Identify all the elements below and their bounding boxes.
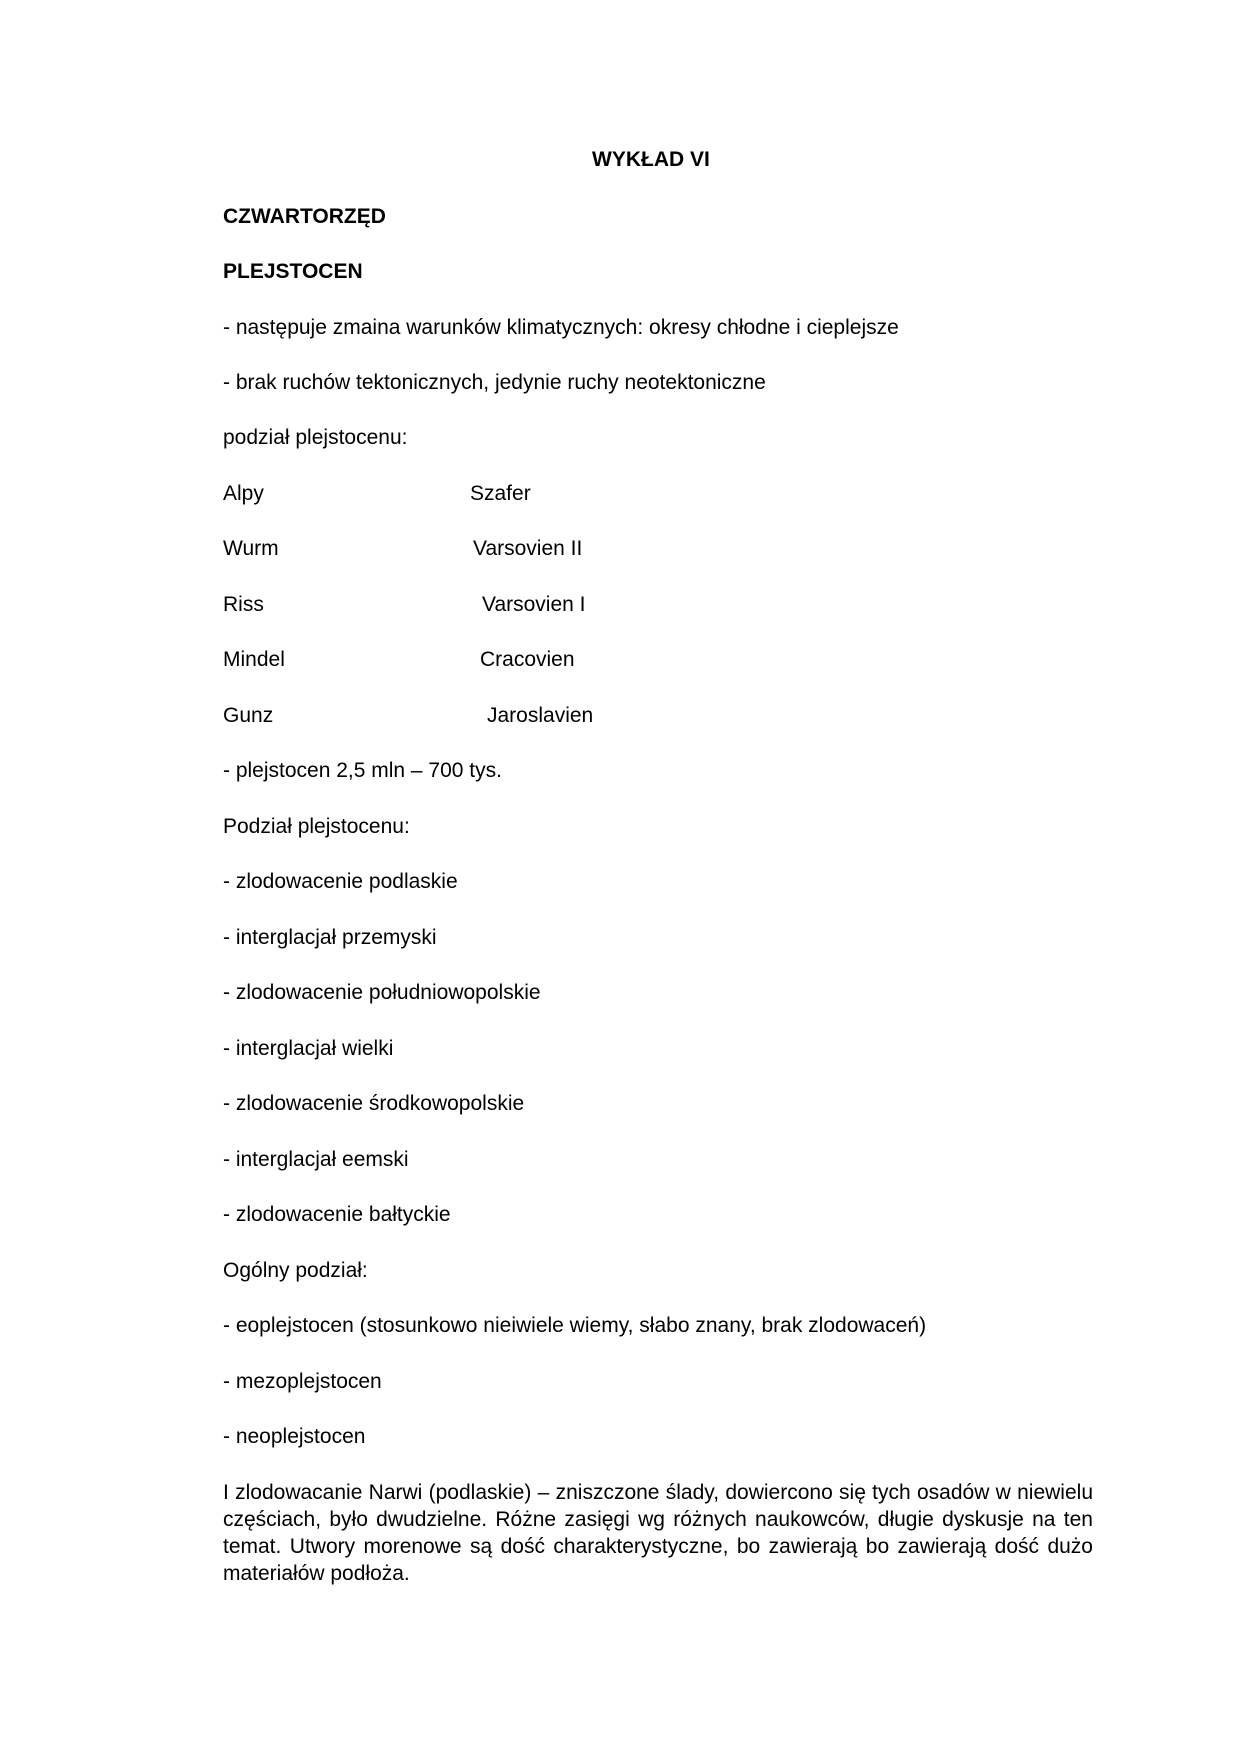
list-item: - zlodowacenie bałtyckie — [223, 1203, 451, 1226]
list-item: - zlodowacenie środkowopolskie — [223, 1092, 525, 1115]
table-header-alpy: Alpy — [223, 482, 264, 505]
list-item: - interglacjał wielki — [223, 1037, 394, 1060]
table-row-right: Cracovien — [480, 648, 575, 671]
table-row-right: Varsovien II — [473, 537, 583, 560]
table-row-left: Riss — [223, 593, 264, 616]
intro-line: - następuje zmaina warunków klimatycznych: okresy chłodne i cieplejsze — [223, 316, 899, 339]
body-paragraph: I zlodowacanie Narwi (podlaskie) – zniszczone ślady, dowiercono się tych osadów w niewielu częściach, było dwudzielne. Różne zasięgi wg różnych naukowców, długie dyskusje na ten temat. Utwory morenowe są dość charakterystyczne, bo zawierają bo zawierają dość dużo materiałów podłoża. — [223, 1481, 1093, 1585]
table-header-szafer: Szafer — [470, 482, 531, 505]
table-row-left: Mindel — [223, 648, 285, 671]
division-label: podział plejstocenu: — [223, 426, 408, 449]
table-row-left: Gunz — [223, 704, 274, 727]
heading-plejstocen: PLEJSTOCEN — [223, 260, 363, 283]
list-item: - eoplejstocen (stosunkowo nieiwiele wiemy, słabo znany, brak zlodowaceń) — [223, 1314, 927, 1337]
table-row-right: Jaroslavien — [487, 704, 594, 727]
heading-czwartorzed: CZWARTORZĘD — [223, 205, 386, 228]
table-row-left: Wurm — [223, 537, 279, 560]
list-item: - zlodowacenie południowopolskie — [223, 981, 541, 1004]
division2-label: Podział plejstocenu: — [223, 815, 410, 838]
list-item: - interglacjał przemyski — [223, 926, 437, 949]
document-title: WYKŁAD VI — [592, 148, 710, 171]
list-item: - interglacjał eemski — [223, 1148, 409, 1171]
list-item: - zlodowacenie podlaskie — [223, 870, 458, 893]
list-item: - mezoplejstocen — [223, 1370, 382, 1393]
table-row-right: Varsovien I — [482, 593, 586, 616]
age-line: - plejstocen 2,5 mln – 700 tys. — [223, 759, 502, 782]
general-label: Ogólny podział: — [223, 1259, 368, 1282]
intro-line: - brak ruchów tektonicznych, jedynie ruchy neotektoniczne — [223, 371, 766, 394]
list-item: - neoplejstocen — [223, 1425, 366, 1448]
